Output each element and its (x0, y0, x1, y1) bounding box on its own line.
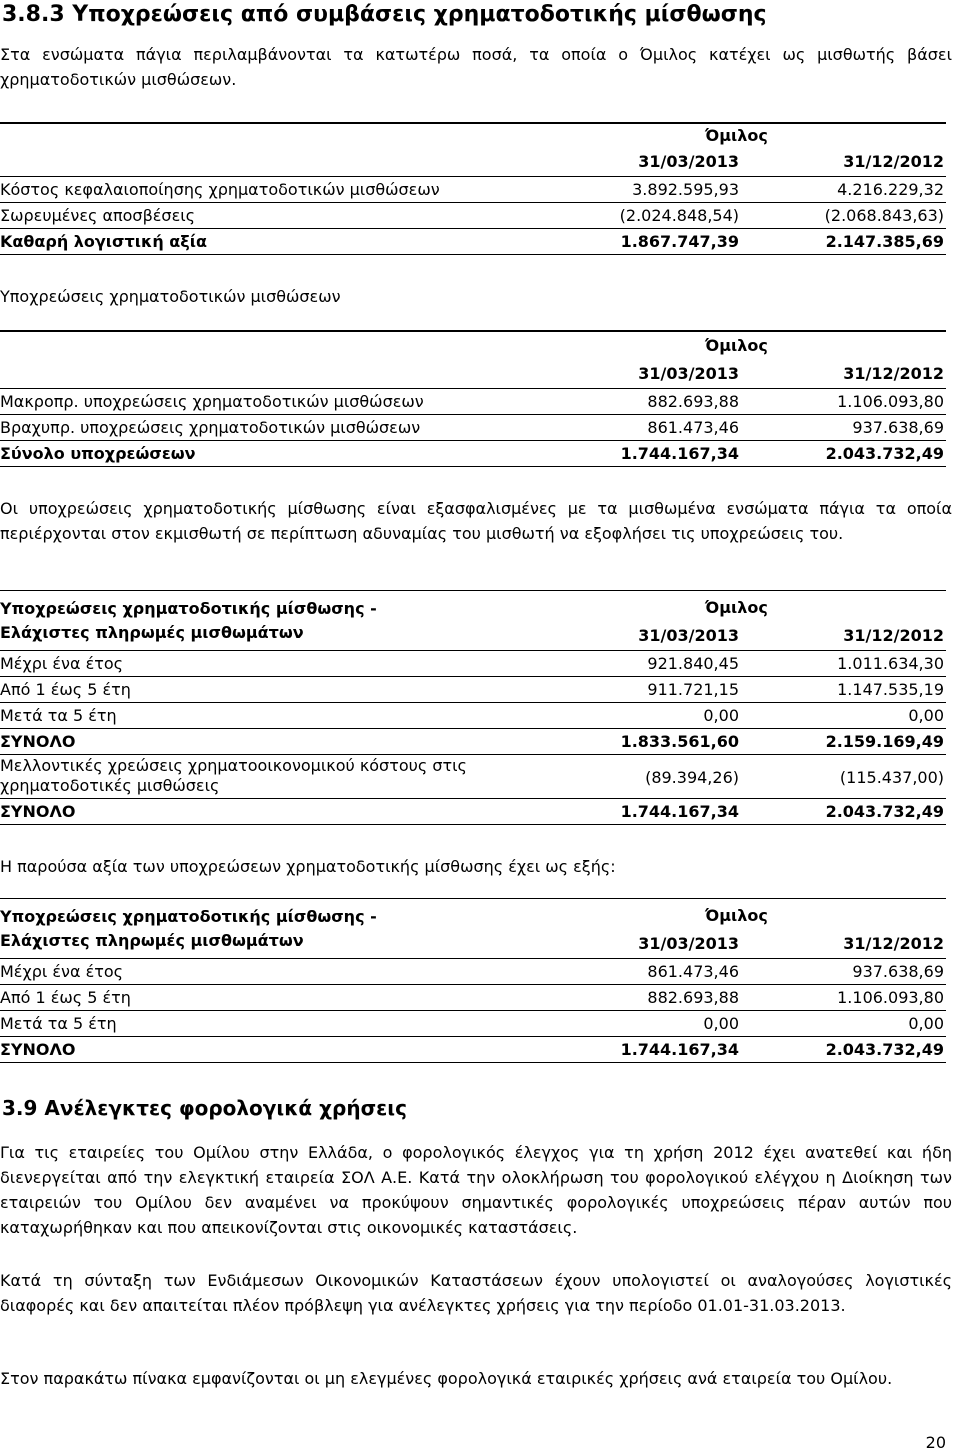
column-header-2013: 31/03/2013 (638, 934, 739, 953)
row-rule (0, 254, 946, 255)
tax-audit-paragraph: Για τις εταιρείες του Ομίλου στην Ελλάδα, ο φορολογικός έλεγχος για τη χρήση 2012 έχει ανατεθεί και ήδη διενεργείται από την ελεγκτική εταιρεία ΣΟΛ Α.Ε. Κατά την ολοκλήρωση του φορολογικού ελέγχου η Διοίκηση των εταιρειών του Ομίλου δεν αναμένει να προκύψουν σημαντικές φορολογικές υποχρεώσεις πέραν αυτών που καταχωρήθηκαν και που απεικονίζονται στις οικονομικές καταστάσεις. (0, 1143, 952, 1237)
page-number: 20 (925, 1433, 946, 1452)
row-label-line2: χρηματοδοτικές μισθώσεις (0, 776, 220, 795)
table-row (0, 676, 946, 702)
table-row (0, 984, 946, 1010)
column-header-2013: 31/03/2013 (638, 364, 739, 383)
value-2012: 2.043.732,49 (825, 802, 944, 821)
row-label: Από 1 έως 5 έτη (0, 988, 131, 1007)
value-2012: 2.043.732,49 (825, 444, 944, 463)
table-row-total (0, 228, 946, 254)
table-intro-paragraph: Στον παρακάτω πίνακα εμφανίζονται οι μη ελεγμένες φορολογικά εταιρικές χρήσεις ανά εταιρεία του Ομίλου. (0, 1369, 893, 1388)
table-title-line2: Ελάχιστες πληρωμές μισθωμάτων (0, 623, 304, 642)
row-label: Σωρευμένες αποσβέσεις (0, 206, 196, 225)
row-label: Μέχρι ένα έτος (0, 962, 124, 981)
value-2012: 1.106.093,80 (837, 392, 944, 411)
security-paragraph: Οι υποχρεώσεις χρηματοδοτικής μίσθωσης είναι εξασφαλισμένες με τα μισθωμένα ενσώματα πάγια τα οποία περιέρχονται στον εκμισθωτή σε περίπτωση αδυναμίας του μισθωτή να εξοφλήσει τις υποχρεώσεις του. (0, 499, 952, 543)
row-rule (0, 466, 946, 467)
row-label: Μακροπρ. υποχρεώσεις χρηματοδοτικών μισθώσεων (0, 392, 424, 411)
row-label: ΣΥΝΟΛΟ (0, 732, 76, 751)
group-header: Όμιλος (705, 336, 768, 355)
group-header: Όμιλος (705, 126, 768, 145)
value-2012: 4.216.229,32 (837, 180, 944, 199)
value-2013: 1.744.167,34 (620, 802, 739, 821)
value-2012: 1.147.535,19 (837, 680, 944, 699)
table-row (0, 958, 946, 984)
value-2013: 1.744.167,34 (620, 1040, 739, 1059)
section-heading-3-9: 3.9 Ανέλεγκτες φορολογικά χρήσεις (2, 1096, 407, 1120)
column-header-2013: 31/03/2013 (638, 152, 739, 171)
table-row (0, 202, 946, 228)
table-row-total (0, 1036, 946, 1062)
intro-paragraph: Στα ενσώματα πάγια περιλαμβάνονται τα κατωτέρω ποσά, τα οποία ο Όμιλος κατέχει ως μισθωτής βάσει χρηματοδοτικών μισθώσεων. (0, 45, 952, 89)
table-row-total (0, 440, 946, 466)
row-label: Μετά τα 5 έτη (0, 1014, 117, 1033)
table-row (0, 176, 946, 202)
value-2013: 3.892.595,93 (632, 180, 739, 199)
value-2013: (2.024.848,54) (619, 206, 739, 225)
value-2012: 2.147.385,69 (825, 232, 944, 251)
value-2013: 0,00 (703, 706, 739, 725)
value-2012: 0,00 (908, 706, 944, 725)
table-title-line2: Ελάχιστες πληρωμές μισθωμάτων (0, 931, 304, 950)
row-label: ΣΥΝΟΛΟ (0, 1040, 76, 1059)
value-2013: 861.473,46 (647, 962, 739, 981)
value-2012: (2.068.843,63) (824, 206, 944, 225)
lease-liabilities-subheading: Υποχρεώσεις χρηματοδοτικών μισθώσεων (0, 287, 341, 306)
value-2013: (89.394,26) (645, 768, 739, 787)
value-2012: 0,00 (908, 1014, 944, 1033)
row-label: Μετά τα 5 έτη (0, 706, 117, 725)
group-header: Όμιλος (705, 598, 768, 617)
value-2013: 1.833.561,60 (620, 732, 739, 751)
column-header-2012: 31/12/2012 (843, 626, 944, 645)
table-row (0, 1010, 946, 1036)
table-row (0, 754, 946, 798)
table-top-rule (0, 122, 946, 124)
row-label: Καθαρή λογιστική αξία (0, 232, 207, 251)
table-top-rule (0, 898, 946, 899)
value-2013: 1.744.167,34 (620, 444, 739, 463)
table-row (0, 414, 946, 440)
row-label: Κόστος κεφαλαιοποίησης χρηματοδοτικών μισθώσεων (0, 180, 440, 199)
row-label: ΣΥΝΟΛΟ (0, 802, 76, 821)
value-2012: 937.638,69 (852, 962, 944, 981)
table-title-line1: Υποχρεώσεις χρηματοδοτικής μίσθωσης - (0, 907, 377, 926)
table-top-rule (0, 590, 946, 591)
row-label: Μέχρι ένα έτος (0, 654, 124, 673)
value-2012: 2.159.169,49 (825, 732, 944, 751)
value-2013: 882.693,88 (647, 392, 739, 411)
column-header-2013: 31/03/2013 (638, 626, 739, 645)
value-2012: 2.043.732,49 (825, 1040, 944, 1059)
table-title-line1: Υποχρεώσεις χρηματοδοτικής μίσθωσης - (0, 599, 377, 618)
row-rule (0, 824, 946, 825)
table-row (0, 650, 946, 676)
interim-statements-paragraph: Κατά τη σύνταξη των Ενδιάμεσων Οικονομικών Καταστάσεων έχουν υπολογιστεί οι αναλογούσες λογιστικές διαφορές και δεν απαιτείται πλέον πρόβλεψη για ανέλεγκτες χρήσεις για την περίοδο 01.01-31.03.2013. (0, 1271, 952, 1315)
value-2013: 1.867.747,39 (620, 232, 739, 251)
column-header-2012: 31/12/2012 (843, 934, 944, 953)
value-2012: (115.437,00) (839, 768, 944, 787)
value-2013: 911.721,15 (647, 680, 739, 699)
value-2013: 921.840,45 (647, 654, 739, 673)
table-row (0, 388, 946, 414)
table-row-total (0, 728, 946, 754)
group-header: Όμιλος (705, 906, 768, 925)
value-2012: 937.638,69 (852, 418, 944, 437)
value-2013: 0,00 (703, 1014, 739, 1033)
value-2012: 1.011.634,30 (837, 654, 944, 673)
value-2013: 882.693,88 (647, 988, 739, 1007)
row-label: Σύνολο υποχρεώσεων (0, 444, 196, 463)
present-value-paragraph: Η παρούσα αξία των υποχρεώσεων χρηματοδοτικής μίσθωσης έχει ως εξής: (0, 857, 616, 876)
row-label: Από 1 έως 5 έτη (0, 680, 131, 699)
section-heading: 3.8.3 Υποχρεώσεις από συμβάσεις χρηματοδοτικής μίσθωσης (2, 2, 767, 27)
table-top-rule (0, 330, 946, 332)
table-row-total (0, 798, 946, 824)
column-header-2012: 31/12/2012 (843, 152, 944, 171)
row-rule (0, 1062, 946, 1063)
value-2012: 1.106.093,80 (837, 988, 944, 1007)
row-label-line1: Μελλοντικές χρεώσεις χρηματοοικονομικού κόστους στις (0, 756, 467, 775)
column-header-2012: 31/12/2012 (843, 364, 944, 383)
table-row (0, 702, 946, 728)
row-label: Βραχυπρ. υποχρεώσεις χρηματοδοτικών μισθώσεων (0, 418, 421, 437)
value-2013: 861.473,46 (647, 418, 739, 437)
